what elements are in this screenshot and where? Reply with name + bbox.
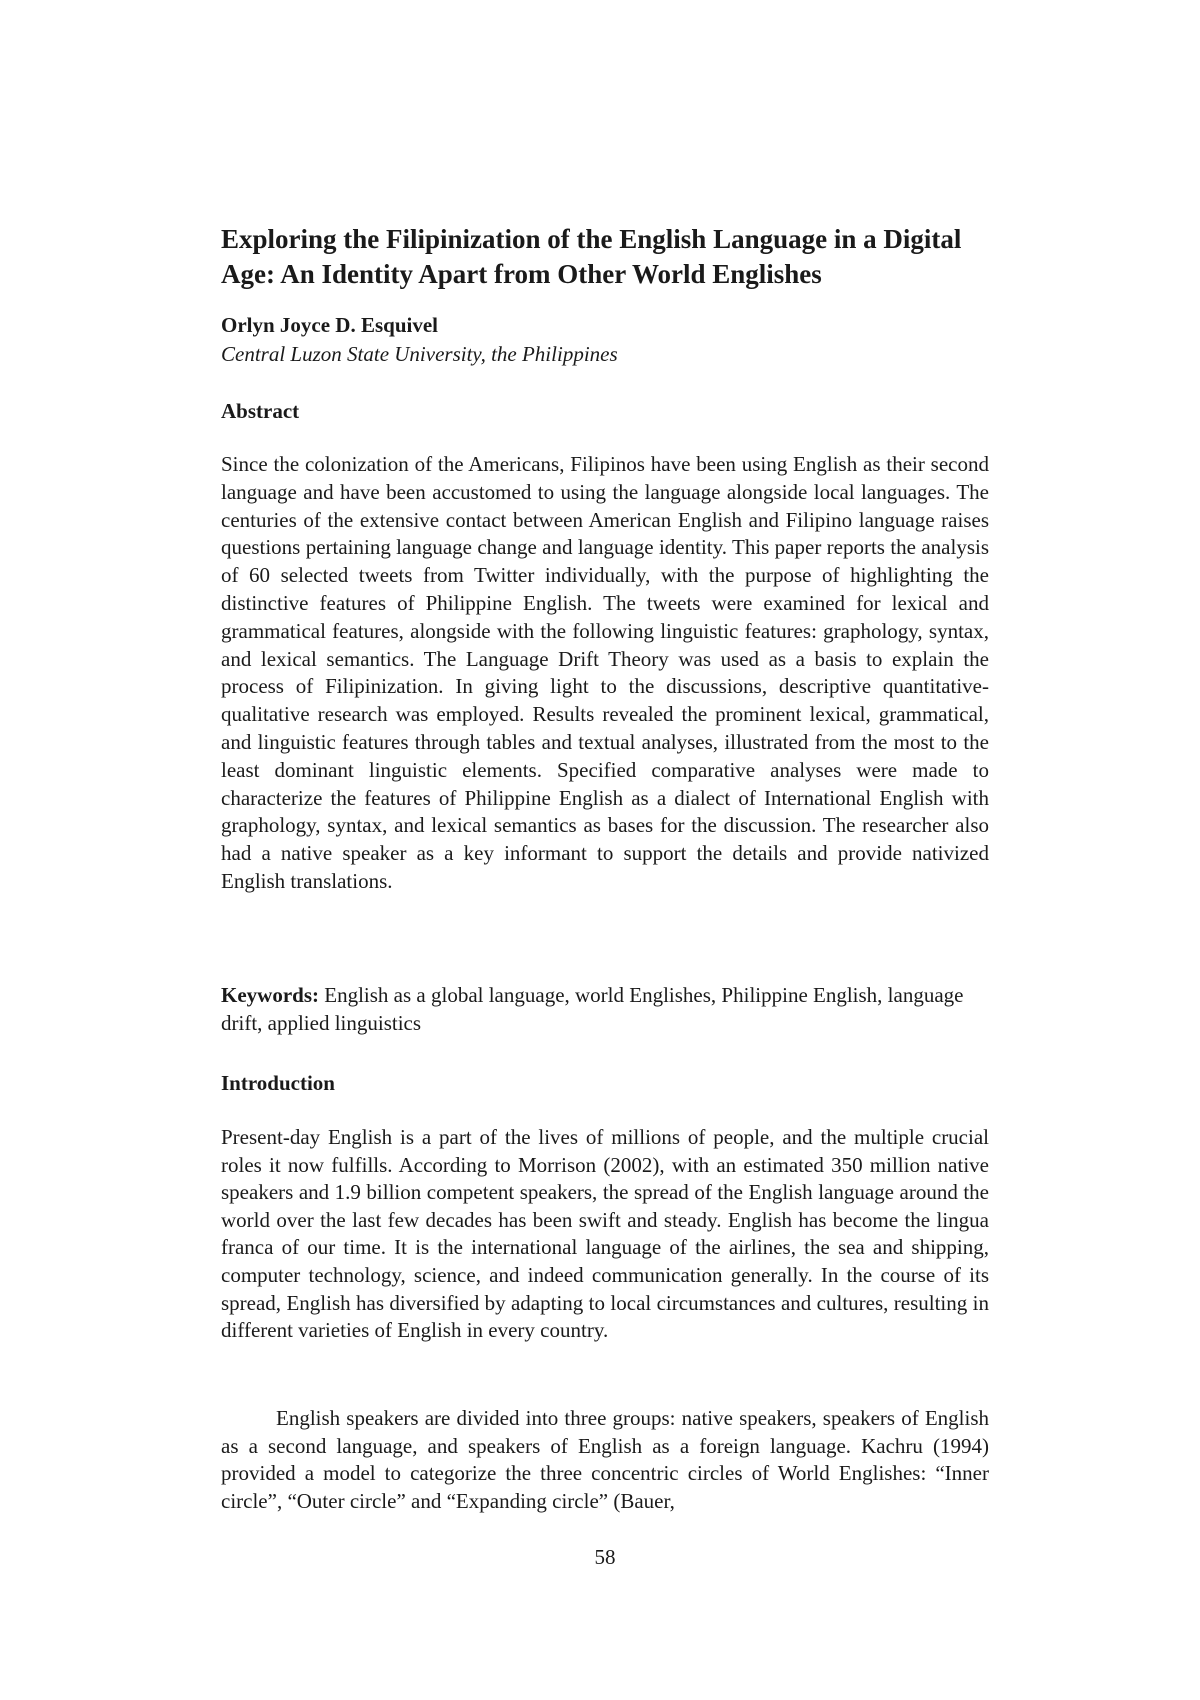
abstract-text: Since the colonization of the Americans, Filipinos have been using English as their second language and have been accustomed to using the language alongside local languages. The centuries of the extensive contact between American English and Filipino language raises questions pertaining language change and language identity. This paper reports the analysis of 60 selected tweets from Twitter individually, with the purpose of highlighting the distinctive features of Philippine English. The tweets were examined for lexical and grammatical features, alongside with the following linguistic features: graphology, syntax, and lexical semantics. The Language Drift Theory was used as a basis to explain the process of Filipinization. In giving light to the discussions, descriptive quantitative-qualitative research was employed. Results revealed the prominent lexical, grammatical, and linguistic features through tables and textual analyses, illustrated from the most to the least dominant linguistic elements. Specified comparative analyses were made to characterize the features of Philippine English as a dialect of International English with graphology, syntax, and lexical semantics as bases for the discussion. The researcher also had a native speaker as a key informant to support the details and provide nativized English translations.: [221, 452, 989, 893]
paper-title: Exploring the Filipinization of the English Language in a Digital Age: An Identity Apart from Other World Englishes: [221, 224, 962, 289]
keywords-label: Keywords:: [221, 983, 319, 1007]
introduction-paragraph-2: English speakers are divided into three groups: native speakers, speakers of English as a second language, and speakers of English as a foreign language. Kachru (1994) provided a model to categorize the three concentric circles of World Englishes: “Inner circle”, “Outer circle” and “Expanding circle” (Bauer,: [221, 1406, 989, 1513]
paper-page: [221, 0, 989, 1700]
keywords: [221, 982, 989, 1038]
abstract-heading: Abstract: [221, 399, 300, 423]
author-affiliation: Central Luzon State University, the Philippines: [221, 342, 618, 366]
author-name: Orlyn Joyce D. Esquivel: [221, 313, 439, 337]
page-number: 58: [594, 1545, 616, 1569]
keywords-text: English as a global language, world Englishes, Philippine English, language drift, applied linguistics: [221, 983, 964, 1035]
introduction-heading: Introduction: [221, 1071, 335, 1095]
introduction-paragraph-1: Present-day English is a part of the lives of millions of people, and the multiple crucial roles it now fulfills. According to Morrison (2002), with an estimated 350 million native speakers and 1.9 billion competent speakers, the spread of the English language around the world over the last few decades has been swift and steady. English has become the lingua franca of our time. It is the international language of the airlines, the sea and shipping, computer technology, science, and indeed communication generally. In the course of its spread, English has diversified by adapting to local circumstances and cultures, resulting in different varieties of English in every country.: [221, 1125, 989, 1343]
